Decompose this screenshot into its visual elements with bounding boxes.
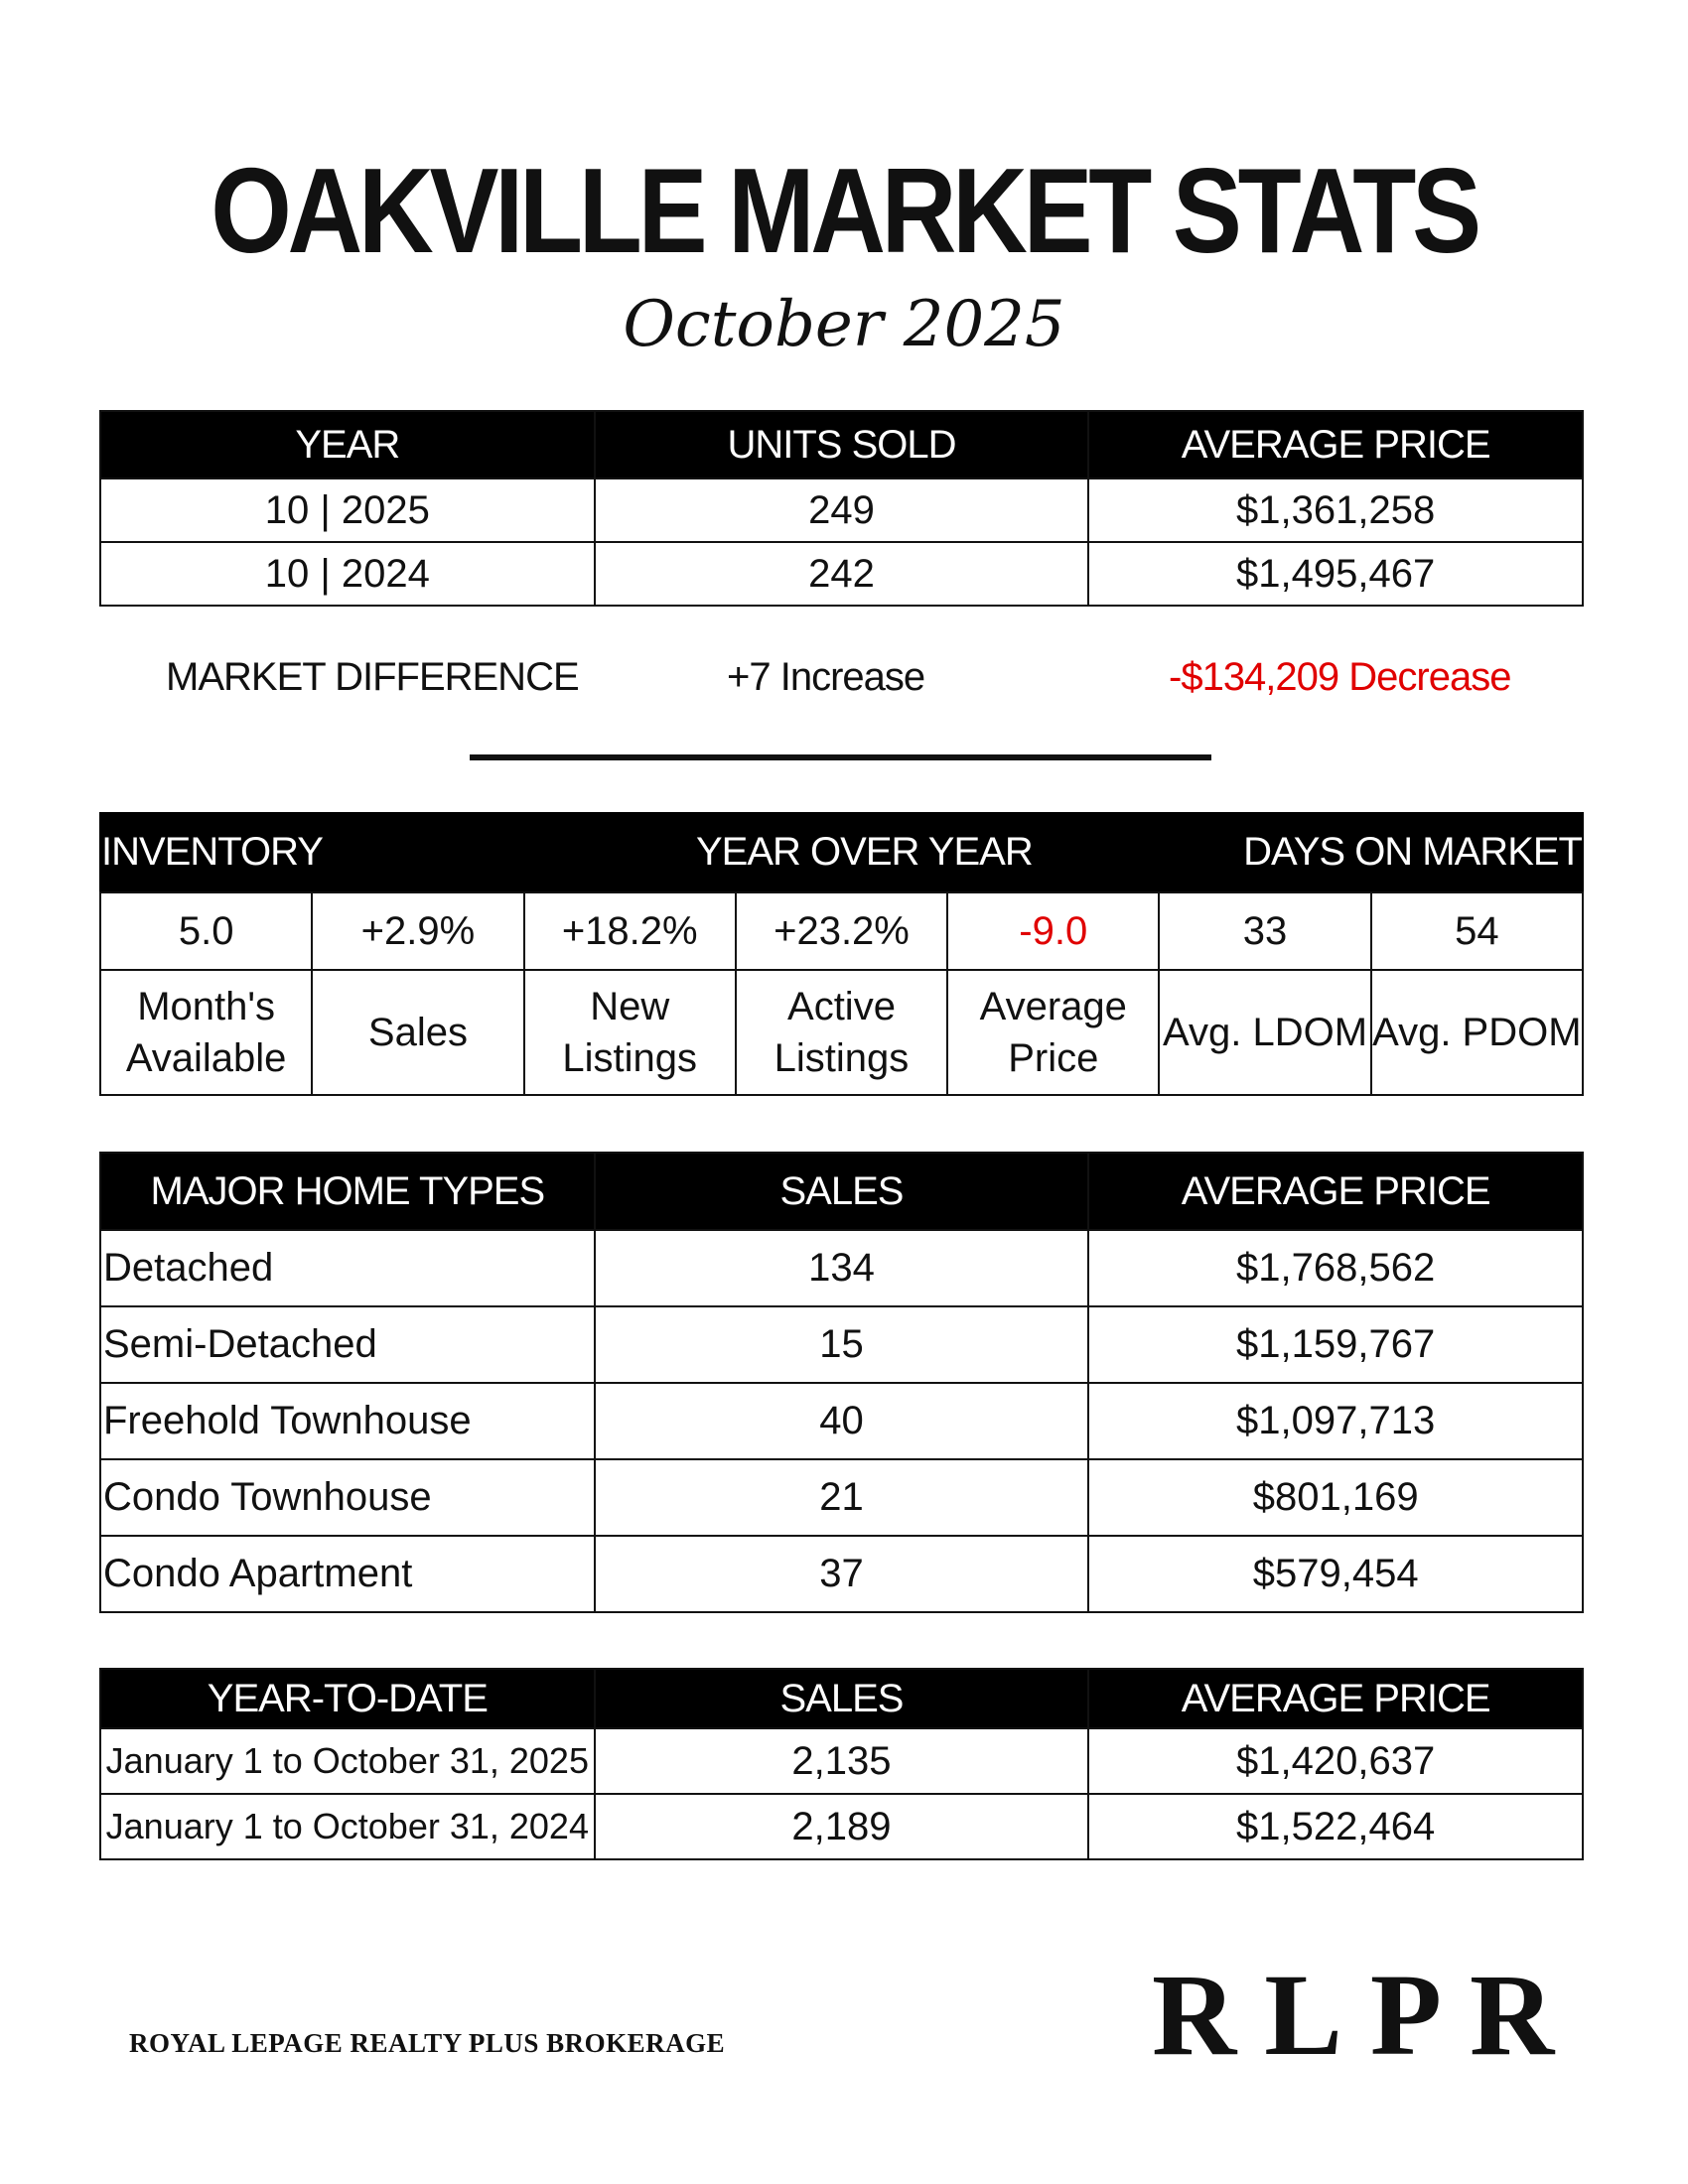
sales-cell: 37 (595, 1536, 1089, 1612)
label-line: Month's (137, 985, 276, 1028)
yoy-header-label: YEAR OVER YEAR (696, 830, 1033, 874)
units-cell: 242 (595, 542, 1089, 606)
table-row (100, 1536, 1583, 1612)
sales-cell: 2,189 (595, 1794, 1089, 1859)
months-available-value: 5.0 (100, 892, 312, 970)
label-line: Average (979, 985, 1127, 1028)
table-row (100, 478, 1583, 542)
price-cell: $1,361,258 (1088, 478, 1583, 542)
header-ytd: YEAR-TO-DATE (100, 1669, 595, 1728)
page-title: OAKVILLE MARKET STATS (211, 143, 1477, 278)
avg-ldom-label (1159, 970, 1370, 1095)
inventory-header-label: INVENTORY (101, 830, 323, 874)
header-units-sold: UNITS SOLD (595, 411, 1089, 478)
label-line: Avg. PDOM (1372, 1011, 1582, 1054)
label-line: Sales (367, 1011, 468, 1054)
sales-cell: 40 (595, 1383, 1089, 1459)
header-average-price: AVERAGE PRICE (1088, 1669, 1583, 1728)
sales-cell: 15 (595, 1306, 1089, 1383)
brand-logo: RLPR (1152, 1950, 1583, 2080)
home-type-cell: Semi-Detached (100, 1306, 595, 1383)
active-listings-change-value: +23.2% (736, 892, 947, 970)
market-difference-price: -$134,209 Decrease (1169, 655, 1511, 699)
page-subtitle: October 2025 (623, 288, 1065, 361)
home-type-cell: Condo Apartment (100, 1536, 595, 1612)
avg-pdom-value: 54 (1371, 892, 1583, 970)
market-difference-units: +7 Increase (727, 655, 925, 699)
header-average-price: AVERAGE PRICE (1088, 411, 1583, 478)
price-cell: $1,768,562 (1088, 1230, 1583, 1306)
table-header-row (100, 1669, 1583, 1728)
inventory-header (99, 812, 1584, 891)
average-price-label (947, 970, 1159, 1095)
date-range-cell: January 1 to October 31, 2024 (100, 1794, 595, 1859)
label-line: Listings (562, 1036, 698, 1080)
header-sales: SALES (595, 1153, 1089, 1230)
year-cell: 10 | 2025 (100, 478, 595, 542)
label-line: Listings (774, 1036, 910, 1080)
date-range-cell: January 1 to October 31, 2025 (100, 1728, 595, 1794)
label-line: Price (1008, 1036, 1099, 1080)
header-year: YEAR (100, 411, 595, 478)
label-line: Active (787, 985, 896, 1028)
home-type-cell: Detached (100, 1230, 595, 1306)
price-cell: $579,454 (1088, 1536, 1583, 1612)
units-cell: 249 (595, 478, 1089, 542)
brokerage-name: ROYAL LEPAGE REALTY PLUS BROKERAGE (129, 2028, 726, 2058)
label-line: New (590, 985, 670, 1028)
active-listings-label (736, 970, 947, 1095)
table-row (100, 542, 1583, 606)
dom-header-label: DAYS ON MARKET (1243, 830, 1582, 874)
values-row (100, 892, 1583, 970)
market-difference-label: MARKET DIFFERENCE (166, 655, 579, 699)
price-cell: $1,097,713 (1088, 1383, 1583, 1459)
section-divider (470, 754, 1211, 760)
price-cell: $1,159,767 (1088, 1306, 1583, 1383)
sales-change-value: +2.9% (312, 892, 523, 970)
sales-label (312, 970, 523, 1095)
ytd-table (99, 1668, 1584, 1860)
average-price-change-value: -9.0 (947, 892, 1159, 970)
table-header-row (100, 411, 1583, 478)
table-row (100, 1383, 1583, 1459)
avg-pdom-label (1371, 970, 1583, 1095)
sales-cell: 21 (595, 1459, 1089, 1536)
table-row (100, 1459, 1583, 1536)
labels-row (100, 970, 1583, 1095)
sales-cell: 2,135 (595, 1728, 1089, 1794)
table-row (100, 1306, 1583, 1383)
price-cell: $1,522,464 (1088, 1794, 1583, 1859)
header-average-price: AVERAGE PRICE (1088, 1153, 1583, 1230)
header-sales: SALES (595, 1669, 1089, 1728)
table-row (100, 1230, 1583, 1306)
table-header-row (100, 1153, 1583, 1230)
sales-cell: 134 (595, 1230, 1089, 1306)
label-line: Avg. LDOM (1163, 1011, 1368, 1054)
table-row (100, 1794, 1583, 1859)
header-home-types: MAJOR HOME TYPES (100, 1153, 595, 1230)
new-listings-change-value: +18.2% (524, 892, 736, 970)
price-cell: $1,495,467 (1088, 542, 1583, 606)
home-types-table (99, 1152, 1584, 1613)
home-type-cell: Condo Townhouse (100, 1459, 595, 1536)
table-row (100, 1728, 1583, 1794)
months-available-label (100, 970, 312, 1095)
label-line: Available (125, 1036, 287, 1080)
avg-ldom-value: 33 (1159, 892, 1370, 970)
price-cell: $801,169 (1088, 1459, 1583, 1536)
year-cell: 10 | 2024 (100, 542, 595, 606)
home-type-cell: Freehold Townhouse (100, 1383, 595, 1459)
inventory-table (99, 891, 1584, 1096)
year-comparison-table (99, 410, 1584, 607)
new-listings-label (524, 970, 736, 1095)
price-cell: $1,420,637 (1088, 1728, 1583, 1794)
